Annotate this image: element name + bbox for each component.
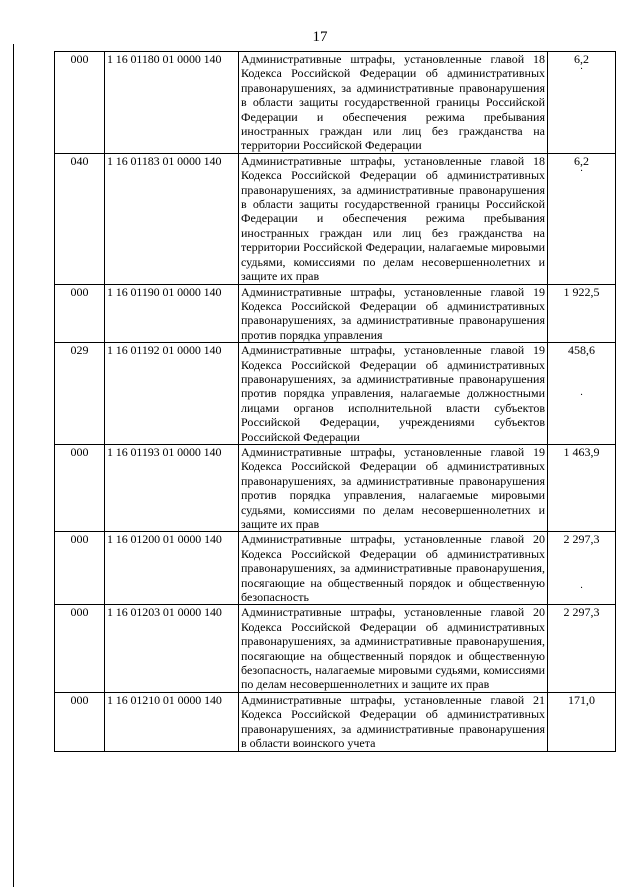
amount-cell xyxy=(548,52,616,154)
amount-cell xyxy=(548,532,616,605)
stray-mark: · xyxy=(579,582,584,594)
description-cell: Административные штрафы, установленные главой 19 Кодекса Российской Федерации об административных правонарушениях, за административные правонарушения против порядка управления, налагаемые мировыми судьями, комиссиями по делам несовершеннолетних и защите их прав xyxy=(239,444,548,531)
admin-code-cell: 000 xyxy=(55,52,105,154)
description-cell: Административные штрафы, установленные главой 18 Кодекса Российской Федерации об административных правонарушениях, за административные правонарушения в области защиты государственной границы Российской Федерации и обеспечения режима пребывания иностранных граждан или лиц без гражданства на территории Российской Федерации xyxy=(239,52,548,154)
kbk-code-cell: 1 16 01193 01 0000 140 xyxy=(105,444,239,531)
amount-value: 6,2 xyxy=(574,52,589,66)
description-cell: Административные штрафы, установленные главой 21 Кодекса Российской Федерации об административных правонарушениях, за административные правонарушения в области воинского учета xyxy=(239,692,548,751)
table-row xyxy=(55,52,616,154)
amount-cell: 1 463,9 xyxy=(548,444,616,531)
table-row xyxy=(55,153,616,284)
admin-code-cell: 029 xyxy=(55,343,105,445)
kbk-code-cell: 1 16 01190 01 0000 140 xyxy=(105,284,239,343)
amount-value: 2 297,3 xyxy=(563,532,600,547)
amount-cell: 1 922,5 xyxy=(548,284,616,343)
admin-code-cell: 000 xyxy=(55,605,105,692)
description-cell: Административные штрафы, установленные главой 20 Кодекса Российской Федерации об административных правонарушениях, за административные правонарушения, посягающие на общественный порядок и общественную безопасность, налагаемые мировыми судьями, комиссиями по делам несовершеннолетних и защите их прав xyxy=(239,605,548,692)
kbk-code-cell: 1 16 01203 01 0000 140 xyxy=(105,605,239,692)
page-number: 17 xyxy=(312,29,328,45)
description-cell: Административные штрафы, установленные главой 19 Кодекса Российской Федерации об административных правонарушениях, за административные правонарушения против порядка управления xyxy=(239,284,548,343)
amount-cell xyxy=(548,343,616,445)
amount-value: 6,2 xyxy=(574,153,589,168)
admin-code-cell: 000 xyxy=(55,692,105,751)
stray-mark: · xyxy=(579,389,584,401)
description-cell: Административные штрафы, установленные главой 18 Кодекса Российской Федерации об административных правонарушениях, за административные правонарушения в области защиты государственной границы Российской Федерации и обеспечения режима пребывания иностранных граждан или лиц без гражданства на территории Российской Федерации, налагаемые мировыми судьями, комиссиями по делам несовершеннолетних и защите их прав xyxy=(239,153,548,284)
table-row xyxy=(55,444,616,531)
admin-code-cell: 000 xyxy=(55,532,105,605)
table-row xyxy=(55,532,616,605)
table-row xyxy=(55,692,616,751)
amount-cell: 171,0 xyxy=(548,692,616,751)
kbk-code-cell: 1 16 01210 01 0000 140 xyxy=(105,692,239,751)
kbk-code-cell: 1 16 01192 01 0000 140 xyxy=(105,343,239,445)
budget-revenue-table xyxy=(54,51,616,752)
table-row xyxy=(55,605,616,692)
amount-cell: 2 297,3 xyxy=(548,605,616,692)
amount-cell xyxy=(548,153,616,284)
amount-value: 458,6 xyxy=(568,343,595,358)
description-cell: Административные штрафы, установленные главой 19 Кодекса Российской Федерации об административных правонарушениях, за административные правонарушения против порядка управления, налагаемые должностными лицами органов исполнительной власти субъектов Российской Федерации, учреждениями субъектов Российской Федерации xyxy=(239,343,548,445)
admin-code-cell: 040 xyxy=(55,153,105,284)
table-row xyxy=(55,284,616,343)
stray-mark: · xyxy=(579,166,584,178)
admin-code-cell: 000 xyxy=(55,444,105,531)
kbk-code-cell: 1 16 01200 01 0000 140 xyxy=(105,532,239,605)
kbk-code-cell: 1 16 01183 01 0000 140 xyxy=(105,153,239,284)
kbk-code-cell: 1 16 01180 01 0000 140 xyxy=(105,52,239,154)
description-cell: Административные штрафы, установленные главой 20 Кодекса Российской Федерации об административных правонарушениях, за административные правонарушения, посягающие на общественный порядок и общественную безопасность xyxy=(239,532,548,605)
table-row xyxy=(55,343,616,445)
stray-mark: · xyxy=(579,64,584,76)
admin-code-cell: 000 xyxy=(55,284,105,343)
left-margin-rule xyxy=(13,44,14,887)
